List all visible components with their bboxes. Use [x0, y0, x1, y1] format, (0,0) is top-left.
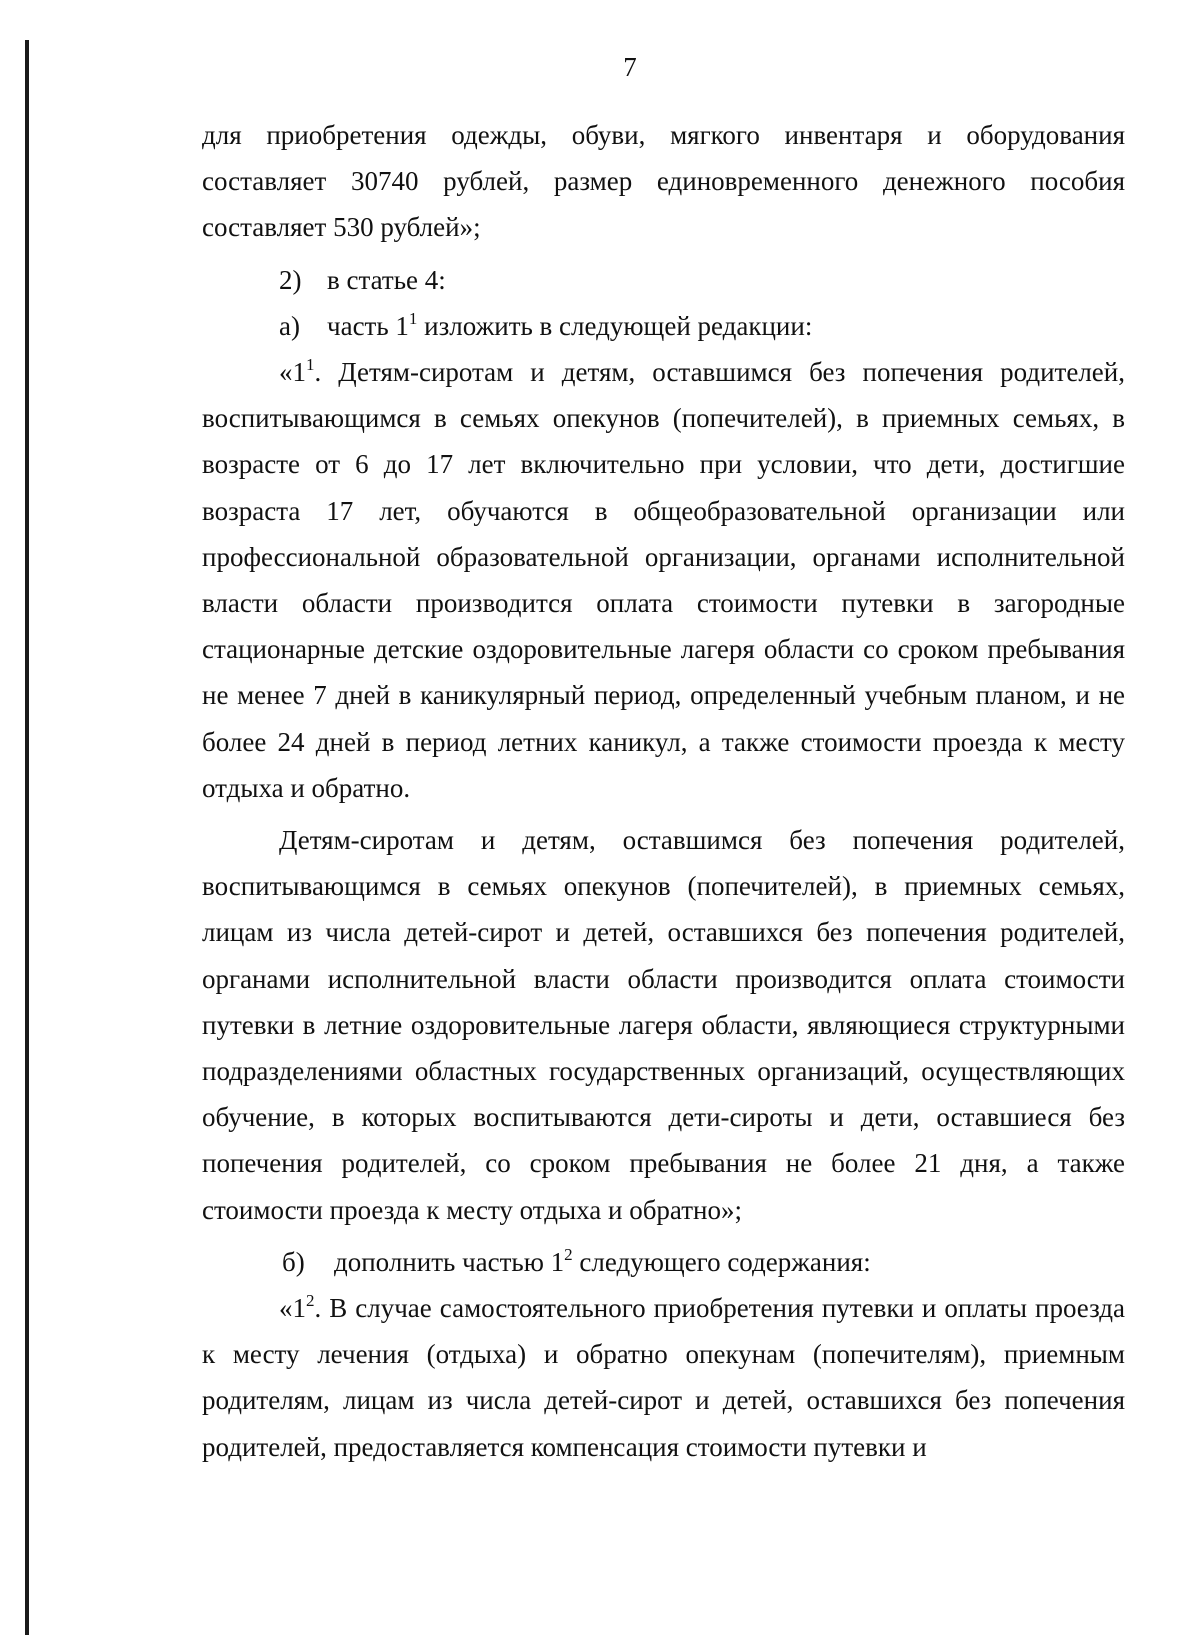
superscript: 2 [306, 1291, 315, 1311]
text-span: изложить в следующей редакции: [417, 310, 813, 341]
list-marker: а) [279, 310, 300, 341]
list-item-2 [202, 257, 1125, 303]
text-span: следующего содержания: [572, 1246, 871, 1277]
text-span: . В случае самостоятельного приобретения путевки и оплаты проезда к месту лечения (отдыха) и обратно опекунам (попечителям), приемным родителям, лицам из числа детей-сирот и детей, оставшихся без попечения родителей, предоставляется компенсация стоимости путевки и [202, 1293, 1125, 1462]
paragraph-part-1-2 [202, 1285, 1125, 1470]
text-span: «1 [279, 356, 306, 387]
list-item-a [202, 303, 1125, 349]
text-span: . Детям-сиротам и детям, оставшимся без попечения родителей, воспитывающимся в семьях опекунов (попечителей), в приемных семьях, в возрасте от 6 до 17 лет включительно при условии, что дети, достигшие возраста 17 лет, обучаются в общеобразовательной организации или профессиональной образовательной организации, органами исполнительной власти области производится оплата стоимости путевки в загородные стационарные детские оздоровительные лагеря области со сроком пребывания не менее 7 дней в каникулярный период, определенный учебным планом, и не более 24 дней в период летних каникул, а также стоимости проезда к месту отдыха и обратно. [202, 356, 1125, 803]
document-body [202, 112, 1125, 1470]
page-binding-edge [25, 40, 29, 1635]
superscript: 1 [306, 354, 315, 374]
page-number: 7 [623, 52, 637, 82]
list-item-text: в статье 4: [327, 264, 446, 295]
paragraph-continuation: для приобретения одежды, обуви, мягкого инвентаря и оборудования составляет 30740 рублей, размер единовременного денежного пособия составляет 530 рублей»; [202, 120, 1125, 243]
text-span: дополнить частью 1 [334, 1246, 565, 1277]
list-item-text [327, 303, 812, 349]
paragraph-part-1-1 [202, 349, 1125, 811]
superscript: 2 [564, 1244, 573, 1264]
list-marker: 2) [279, 264, 302, 295]
paragraph-second: Детям-сиротам и детям, оставшимся без попечения родителей, воспитывающимся в семьях опекунов (попечителей), в приемных семьях, лицам из числа детей-сирот и детей, оставшихся без попечения родителей, органами исполнительной власти области производится оплата стоимости путевки в летние оздоровительные лагеря области, являющиеся структурными подразделениями областных государственных организаций, осуществляющих обучение, в которых воспитываются дети-сироты и дети, оставшиеся без попечения родителей, со сроком пребывания не более 21 дня, а также стоимости проезда к месту отдыха и обратно»; [202, 825, 1125, 1225]
superscript: 1 [408, 308, 418, 328]
text-span: «1 [279, 1293, 306, 1324]
list-item-b [202, 1239, 1125, 1285]
list-item-text [334, 1239, 871, 1285]
list-marker: б) [282, 1246, 305, 1277]
text-span: часть 1 [327, 310, 409, 341]
